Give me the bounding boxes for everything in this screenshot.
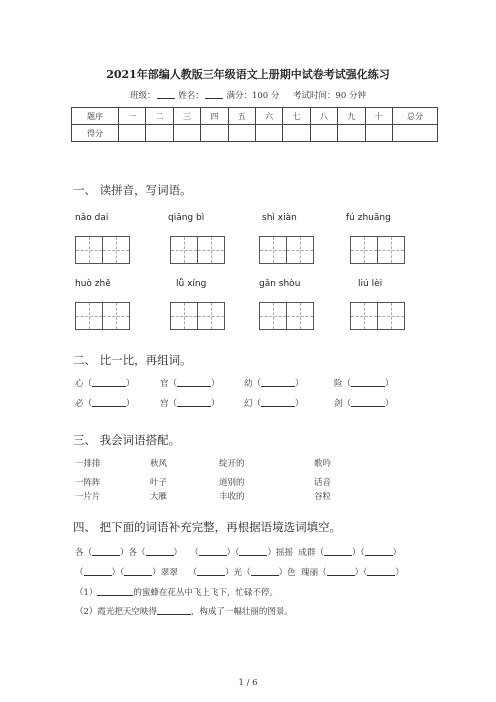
question-1: （1） 的蜜蜂在花丛中飞上飞下，忙碌不停。 [75, 588, 278, 598]
match-word: 秋风 [150, 459, 168, 469]
page-title: 2021年部编人教版三年级语文上册期中试卷考试强化练习 [106, 68, 390, 81]
score-cell[interactable] [365, 125, 392, 142]
class-label: 班级： [130, 91, 156, 101]
exam-time: 考试时间：90 分钟 [292, 91, 366, 101]
writing-grid[interactable] [259, 236, 314, 264]
score-header: 二 [146, 108, 173, 125]
match-word: 丰收的 [219, 492, 245, 502]
score-row [72, 125, 438, 142]
match-word: 一片片 [75, 492, 101, 502]
score-header: 题序 [72, 108, 119, 125]
score-header: 六 [255, 108, 282, 125]
score-header: 四 [201, 108, 228, 125]
score-cell[interactable] [283, 125, 310, 142]
score-header: 一 [119, 108, 146, 125]
answer-blank[interactable] [177, 397, 211, 407]
class-blank [157, 89, 175, 99]
score-header: 八 [310, 108, 337, 125]
compare-item: 心（ ） [75, 379, 135, 389]
writing-grid[interactable] [75, 236, 130, 264]
answer-blank[interactable] [351, 397, 385, 407]
pinyin: shì xiàn [262, 213, 297, 223]
compare-item: 官（ ） [160, 379, 220, 389]
exam-info [0, 89, 496, 101]
section4-title: 四、 把下面的词语补充完整，再根据语境选词填空。 [73, 520, 342, 534]
score-header: 九 [338, 108, 365, 125]
fill-line-2: （ ）（ ）翠翠 （ ）光（ ）色 瑰丽（ ）（ ） [75, 568, 404, 578]
full-score: 满分：100 分 [226, 91, 280, 101]
score-header-row [72, 108, 438, 125]
match-word: 大雁 [150, 492, 168, 502]
score-cell[interactable] [173, 125, 200, 142]
score-cell[interactable] [146, 125, 173, 142]
pinyin: fú zhuāng [346, 213, 391, 223]
writing-grid[interactable] [350, 236, 405, 264]
name-label: 姓名： [178, 91, 204, 101]
score-cell[interactable] [119, 125, 146, 142]
compare-item: 幻（ ） [244, 399, 304, 409]
section3-title: 三、 我会词语搭配。 [73, 433, 181, 447]
compare-item: 必（ ） [75, 399, 135, 409]
match-word: 话音 [314, 478, 332, 488]
match-word: 谷粒 [314, 492, 332, 502]
match-word: 一排排 [75, 459, 101, 469]
match-word: 道别的 [219, 478, 245, 488]
writing-grid[interactable] [259, 302, 314, 330]
pinyin: nǎo dai [75, 213, 109, 223]
section2-title: 二、 比一比，再组词。 [73, 353, 192, 367]
answer-blank[interactable] [177, 377, 211, 387]
compare-item: 险（ ） [334, 379, 394, 389]
compare-item: 宫（ ） [160, 399, 220, 409]
match-word: 绽开的 [219, 459, 245, 469]
score-cell[interactable] [228, 125, 255, 142]
match-word: 叶子 [150, 478, 168, 488]
answer-blank[interactable] [157, 605, 191, 615]
score-cell[interactable] [255, 125, 282, 142]
match-word: 一阵阵 [75, 478, 101, 488]
score-header: 七 [283, 108, 310, 125]
score-cell[interactable] [201, 125, 228, 142]
name-blank [205, 89, 223, 99]
pinyin: huò zhě [75, 279, 111, 289]
score-header: 总分 [393, 108, 438, 125]
score-cell[interactable] [393, 125, 438, 142]
score-table [71, 107, 438, 142]
writing-grid[interactable] [170, 302, 225, 330]
pinyin: liú lèi [358, 279, 383, 289]
pinyin: qiǎng bì [168, 213, 205, 223]
answer-blank[interactable] [261, 377, 295, 387]
score-header: 五 [228, 108, 255, 125]
page-number: 1 / 6 [238, 678, 258, 688]
compare-item: 剑（ ） [334, 399, 394, 409]
section1-title: 一、 读拼音，写词语。 [73, 183, 192, 197]
score-header: 三 [173, 108, 200, 125]
score-header: 十 [365, 108, 392, 125]
answer-blank[interactable] [92, 397, 126, 407]
answer-blank[interactable] [351, 377, 385, 387]
compare-item: 幼（ ） [244, 379, 304, 389]
answer-blank[interactable] [92, 377, 126, 387]
pinyin: lǚ xíng [176, 279, 207, 289]
score-cell[interactable] [310, 125, 337, 142]
answer-blank[interactable] [261, 397, 295, 407]
pinyin: gǎn shòu [259, 279, 301, 289]
question-2: （2）霞光把天空映得 ，构成了一幅壮丽的图景。 [75, 607, 293, 617]
writing-grid[interactable] [350, 302, 405, 330]
score-cell[interactable] [338, 125, 365, 142]
writing-grid[interactable] [75, 302, 130, 330]
match-word: 歌吟 [314, 459, 332, 469]
score-row-label: 得分 [72, 125, 119, 142]
fill-line-1: 各（ ）各（ ） （ ）（ ）摇摇 成群（ ）（ ） [75, 548, 402, 558]
writing-grid[interactable] [170, 236, 225, 264]
answer-blank[interactable] [97, 586, 133, 596]
